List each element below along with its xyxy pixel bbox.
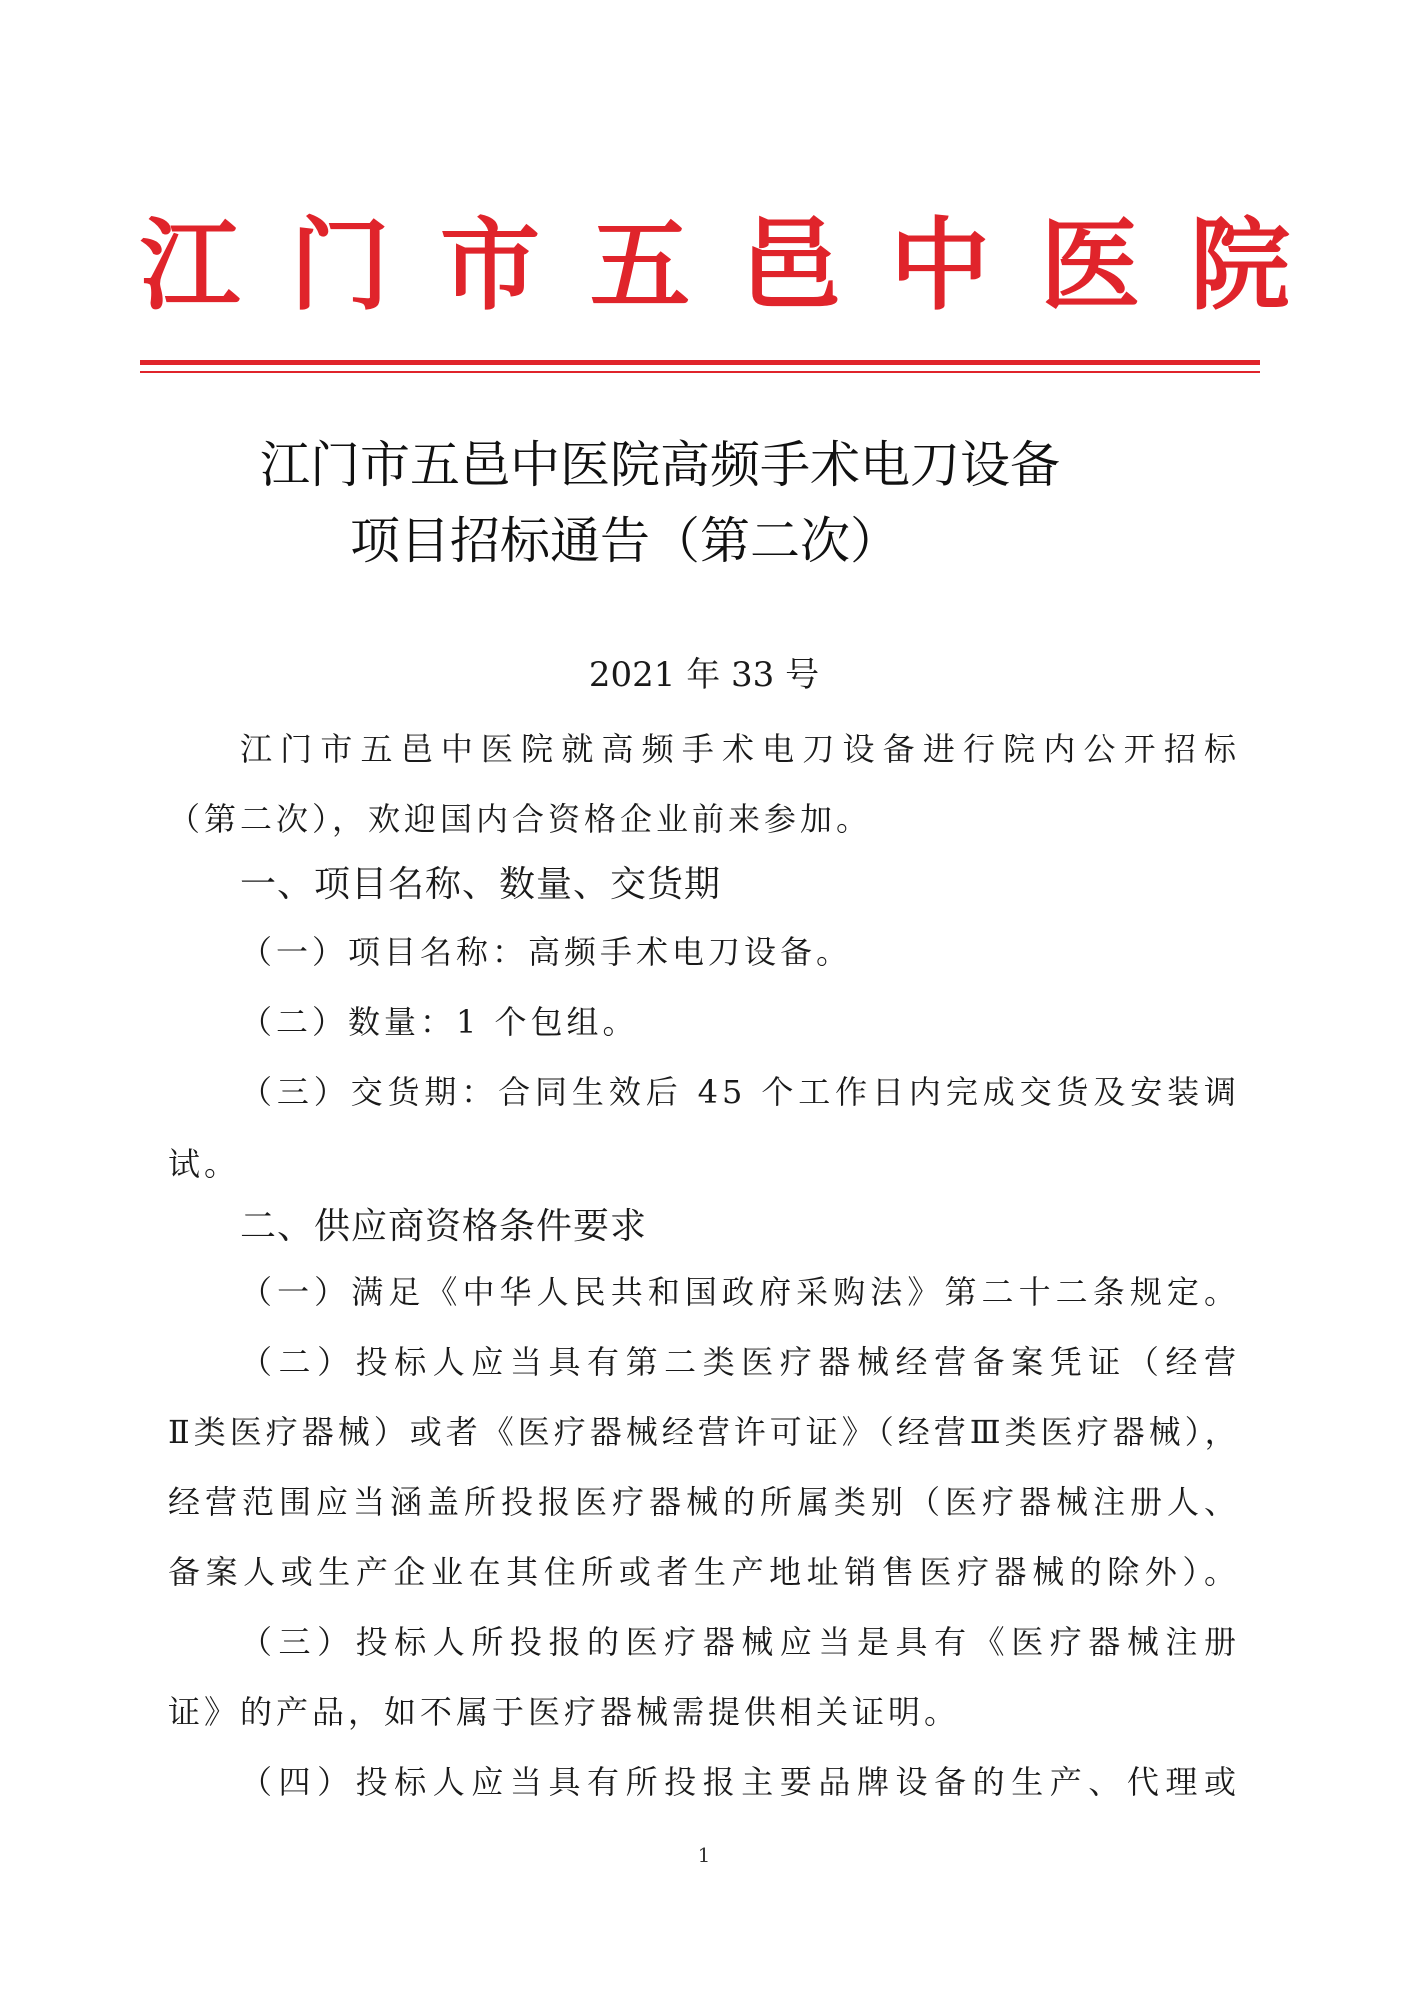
section1-item2: （二）数量：1 个包组。 (240, 1003, 639, 1041)
document-title-line1: 江门市五邑中医院高频手术电刀设备 (260, 436, 1060, 494)
section1-item1: （一）项目名称：高频手术电刀设备。 (240, 933, 853, 971)
section2-item1: （一）满足《中华人民共和国政府采购法》第二十二条规定。 (240, 1273, 1240, 1311)
document-title-line2: 项目招标通告（第二次） (350, 512, 900, 570)
letterhead-title: 江门市五邑中医院 (140, 206, 1340, 324)
section2-item3-line1: （三）投标人所投报的医疗器械应当是具有《医疗器械注册 (240, 1623, 1240, 1661)
intro-line2: （第二次），欢迎国内合资格企业前来参加。 (168, 800, 873, 838)
section2-item2-line2: Ⅱ类医疗器械）或者《医疗器械经营许可证》（经营Ⅲ类医疗器械）， (168, 1413, 1241, 1451)
page-number: 1 (697, 1843, 711, 1867)
document-number: 2021 年 33 号 (588, 655, 820, 695)
section2-item2-line3: 经营范围应当涵盖所投报医疗器械的所属类别（医疗器械注册人、 (168, 1483, 1240, 1521)
section1-item3-line1: （三）交货期：合同生效后 45 个工作日内完成交货及安装调 (240, 1073, 1240, 1111)
letterhead-rule-thick (140, 360, 1260, 365)
section2-heading: 二、供应商资格条件要求 (240, 1206, 648, 1247)
section1-item3-line2: 试。 (168, 1145, 241, 1183)
letterhead-rule-thin (140, 371, 1260, 373)
section1-heading: 一、项目名称、数量、交货期 (240, 864, 722, 905)
intro-line1: 江门市五邑中医院就高频手术电刀设备进行院内公开招标 (240, 730, 1240, 768)
section2-item2-line4: 备案人或生产企业在其住所或者生产地址销售医疗器械的除外）。 (168, 1553, 1240, 1591)
section2-item2-line1: （二）投标人应当具有第二类医疗器械经营备案凭证（经营 (240, 1343, 1240, 1381)
section2-item4-line1: （四）投标人应当具有所投报主要品牌设备的生产、代理或 (240, 1763, 1240, 1801)
section2-item3-line2: 证》的产品，如不属于医疗器械需提供相关证明。 (168, 1693, 961, 1731)
